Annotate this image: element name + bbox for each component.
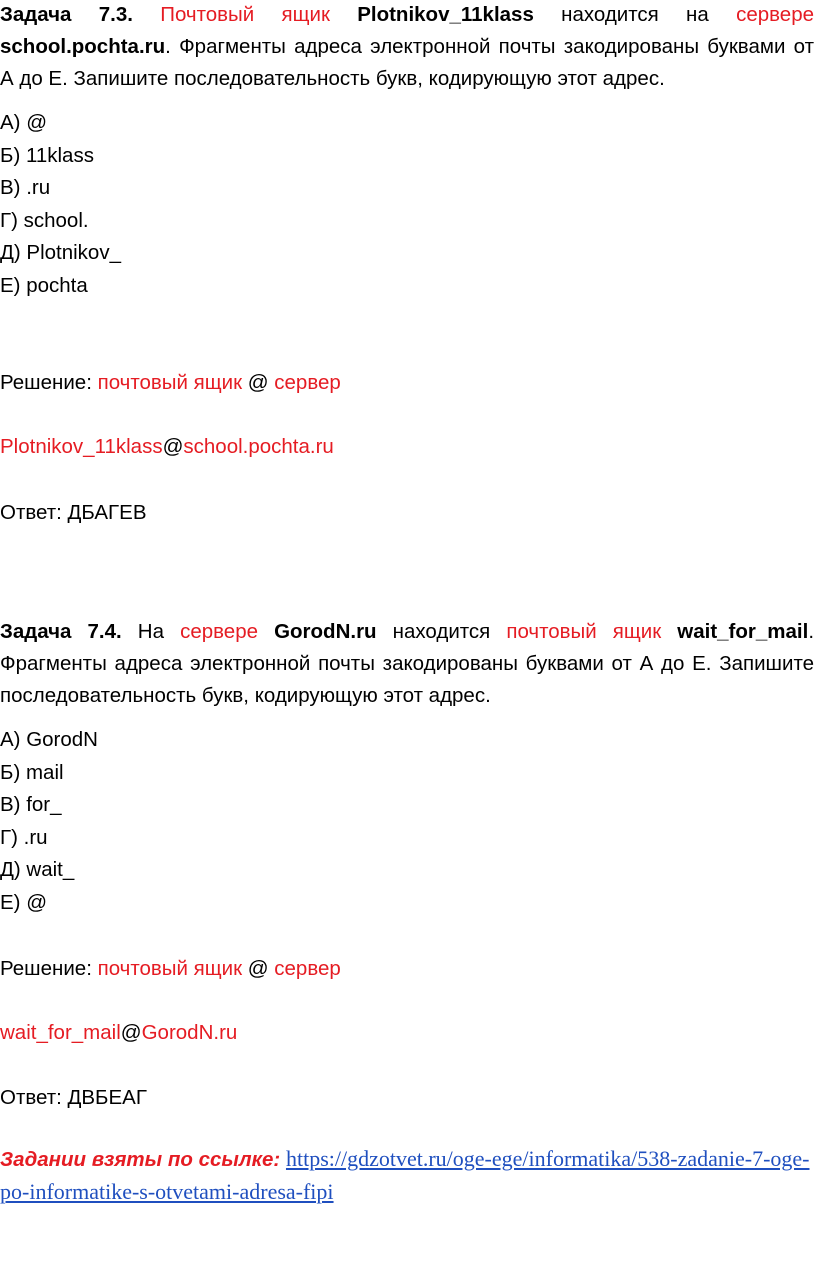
task-7-4: [0, 616, 814, 919]
option: Г) .ru: [0, 825, 48, 849]
option: А) GorodN: [0, 728, 98, 751]
option: Е) pochta: [0, 273, 88, 297]
task-7-3-answer: Ответ: ДБАГЕВ: [0, 501, 147, 524]
task-7-4-statement: Задача 7.4. На сервере GorodN.ru находится почтовый ящик wait_for_mail. Фрагменты адреса электронной почты закодированы буквами от А до Е. Запишите последовательность букв, кодирующую этот адрес.: [0, 620, 815, 707]
option: Г) school.: [0, 208, 89, 232]
option: Д) wait_: [0, 858, 75, 881]
option: Е) @: [0, 890, 48, 914]
option: Д) Plotnikov_: [0, 241, 121, 264]
task-7-3: [0, 0, 814, 302]
option: В) .ru: [0, 176, 51, 199]
task-7-3-solution: Решение: почтовый ящик @ сервер: [0, 371, 341, 394]
task-7-3-statement: Задача 7.3. Почтовый ящик Plotnikov_11klass находится на сервере school.pochta.ru. Фрагменты адреса электронной почты закодированы буквами от А до Е. Запишите последовательность букв, кодирующую этот адрес.: [0, 3, 814, 90]
option: В) for_: [0, 793, 62, 816]
task-title: Задача 7.4.: [0, 620, 122, 643]
option: Б) mail: [0, 760, 64, 784]
source-link[interactable]: https://gdzotvet.ru/oge-ege/informatika/538-zadanie-7-oge-po-informatike-s-otvetami-adresa-fipi: [0, 1146, 810, 1204]
option: А) @: [0, 111, 48, 134]
source-note: Задании взяты по ссылке: https://gdzotvet.ru/oge-ege/informatika/538-zadanie-7-oge-po-informatike-s-otvetami-adresa-fipi: [0, 1146, 810, 1204]
task-7-4-answer: Ответ: ДВБЕАГ: [0, 1086, 147, 1109]
task-7-4-solution: Решение: почтовый ящик @ сервер: [0, 957, 341, 980]
option: Б) 11klass: [0, 143, 94, 167]
task-title: Задача 7.3.: [0, 3, 133, 26]
task-7-3-address: Plotnikov_11klass@school.pochta.ru: [0, 435, 334, 458]
task-7-4-address: wait_for_mail@GorodN.ru: [0, 1021, 238, 1044]
